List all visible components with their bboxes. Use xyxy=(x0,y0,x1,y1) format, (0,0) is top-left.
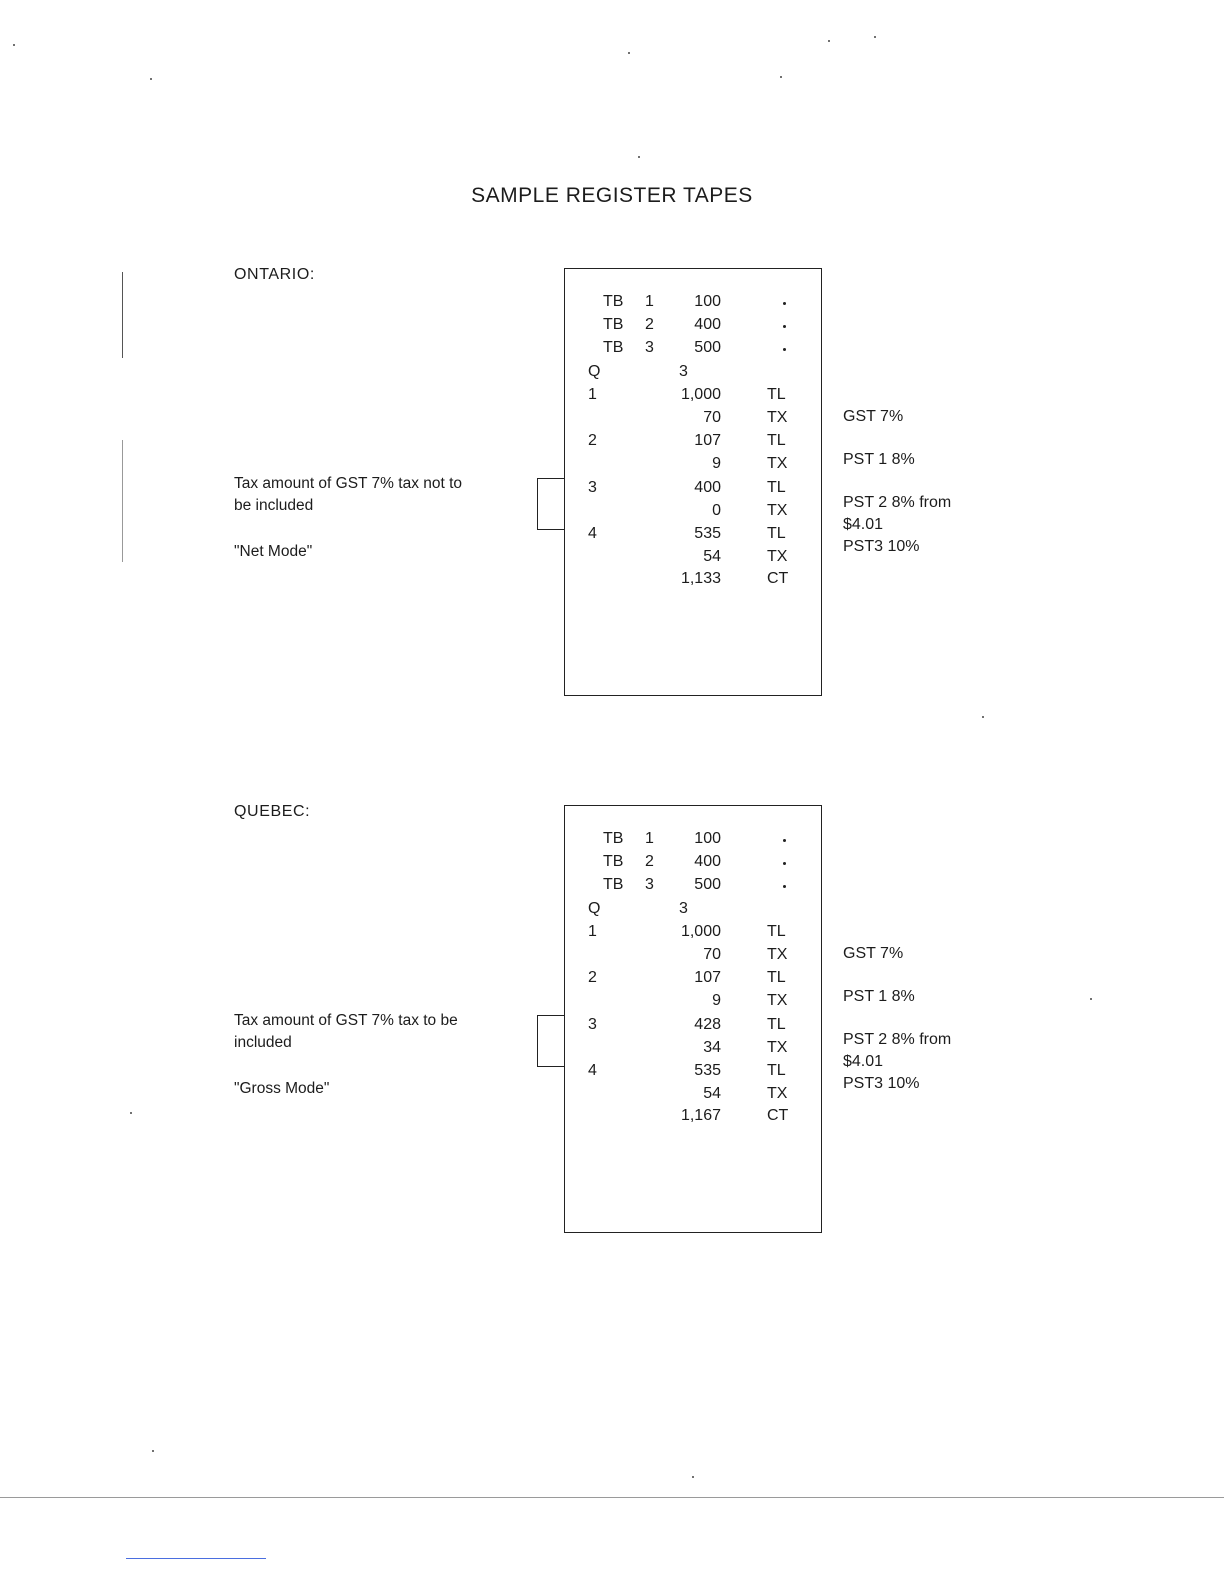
tape-row xyxy=(565,830,821,853)
tax-description: Tax amount of GST 7% tax to be included xyxy=(234,1012,458,1051)
scan-speck xyxy=(692,1476,694,1478)
scan-margin-mark xyxy=(122,440,123,562)
tape-amount: 500 xyxy=(694,876,721,893)
tape-code: TB xyxy=(603,830,624,847)
tape-mark: TX xyxy=(767,455,788,472)
tape-code: TB xyxy=(603,339,624,356)
tax-note: PST 1 8% xyxy=(843,451,915,468)
tape-code: TB xyxy=(603,876,624,893)
scan-speck xyxy=(982,716,984,718)
tape-amount: 9 xyxy=(712,992,721,1009)
tape-row xyxy=(565,409,821,432)
tape-code: TB xyxy=(603,293,624,310)
scan-margin-mark xyxy=(122,272,123,358)
tape-mark: TX xyxy=(767,409,788,426)
dot-mark xyxy=(783,348,786,351)
tape-amount: 535 xyxy=(694,525,721,542)
tax-note: GST 7% xyxy=(843,945,904,962)
tape-mark: TL xyxy=(767,525,786,542)
tape-line-number: 1 xyxy=(588,386,597,403)
scan-speck xyxy=(638,156,640,158)
dot-mark xyxy=(783,839,786,842)
tape-index: 1 xyxy=(645,830,654,847)
tape-line-number: 4 xyxy=(588,525,597,542)
tape-line-number: 2 xyxy=(588,432,597,449)
tape-amount: 1,167 xyxy=(680,1107,721,1124)
tape-row xyxy=(565,876,821,899)
tape-mark: TX xyxy=(767,1039,788,1056)
tape-row xyxy=(565,946,821,969)
tape-bracket xyxy=(537,1015,564,1067)
tape-qty: 3 xyxy=(679,363,688,380)
region-label: QUEBEC: xyxy=(234,803,311,820)
scan-speck xyxy=(150,78,152,80)
tape-amount: 1,000 xyxy=(680,923,721,940)
tape-amount: 428 xyxy=(694,1016,721,1033)
tape-bracket xyxy=(537,478,564,530)
tape-row xyxy=(565,853,821,876)
tape-qty: 3 xyxy=(679,900,688,917)
region-label: ONTARIO: xyxy=(234,266,315,283)
tape-amount: 54 xyxy=(703,548,721,565)
tape-row xyxy=(565,339,821,362)
tape-amount: 100 xyxy=(694,293,721,310)
tape-mark: TL xyxy=(767,479,786,496)
tape-code: TB xyxy=(603,853,624,870)
tape-row xyxy=(565,502,821,525)
register-tape xyxy=(564,268,822,696)
dot-mark xyxy=(783,325,786,328)
tape-amount: 100 xyxy=(694,830,721,847)
tape-row xyxy=(565,525,821,548)
tape-index: 2 xyxy=(645,853,654,870)
tape-mark: TL xyxy=(767,969,786,986)
mode-label: "Gross Mode" xyxy=(234,1080,330,1097)
tape-code: Q xyxy=(588,363,601,380)
tape-mark: CT xyxy=(767,1107,789,1124)
tape-code: TB xyxy=(603,316,624,333)
tape-amount: 9 xyxy=(712,455,721,472)
dot-mark xyxy=(783,302,786,305)
tape-row xyxy=(565,455,821,478)
tape-row xyxy=(565,432,821,455)
tape-code: Q xyxy=(588,900,601,917)
tape-row xyxy=(565,969,821,992)
tape-mark: TL xyxy=(767,923,786,940)
tape-line-number: 2 xyxy=(588,969,597,986)
tape-amount: 400 xyxy=(694,479,721,496)
quebec-section xyxy=(0,795,1224,1235)
tape-line-number: 4 xyxy=(588,1062,597,1079)
tape-amount: 500 xyxy=(694,339,721,356)
tape-index: 1 xyxy=(645,293,654,310)
tape-row xyxy=(565,1062,821,1085)
tax-note: GST 7% xyxy=(843,408,904,425)
tax-note: $4.01 xyxy=(843,1053,884,1070)
tape-amount: 0 xyxy=(712,502,721,519)
tape-row xyxy=(565,386,821,409)
ontario-section xyxy=(0,258,1224,698)
register-tape xyxy=(564,805,822,1233)
dot-mark xyxy=(783,885,786,888)
tape-amount: 1,000 xyxy=(680,386,721,403)
tape-line-number: 3 xyxy=(588,479,597,496)
tape-amount: 70 xyxy=(703,946,721,963)
tax-description: Tax amount of GST 7% tax not to be included xyxy=(234,475,463,514)
scan-speck xyxy=(13,44,15,46)
scan-speck xyxy=(780,76,782,78)
tape-row xyxy=(565,1107,821,1130)
tape-mark: CT xyxy=(767,570,789,587)
page-title: SAMPLE REGISTER TAPES xyxy=(471,184,753,207)
tape-index: 3 xyxy=(645,339,654,356)
tape-row xyxy=(565,316,821,339)
tax-note: PST 2 8% from xyxy=(843,494,952,511)
tape-amount: 107 xyxy=(694,432,721,449)
tape-mark: TL xyxy=(767,432,786,449)
tape-row xyxy=(565,548,821,571)
tape-line-number: 3 xyxy=(588,1016,597,1033)
tape-amount: 400 xyxy=(694,853,721,870)
scan-blue-rule xyxy=(126,1558,266,1559)
tape-mark: TX xyxy=(767,502,788,519)
tape-mark: TX xyxy=(767,548,788,565)
tape-amount: 70 xyxy=(703,409,721,426)
tape-mark: TX xyxy=(767,1085,788,1102)
tape-mark: TL xyxy=(767,386,786,403)
scan-speck xyxy=(130,1112,132,1114)
tax-note: PST3 10% xyxy=(843,1075,920,1092)
tape-amount: 107 xyxy=(694,969,721,986)
tape-row xyxy=(565,570,821,593)
tape-row xyxy=(565,1039,821,1062)
tape-mark: TX xyxy=(767,992,788,1009)
scan-speck xyxy=(152,1450,154,1452)
tape-index: 2 xyxy=(645,316,654,333)
tape-row xyxy=(565,363,821,386)
tape-index: 3 xyxy=(645,876,654,893)
tax-note: PST3 10% xyxy=(843,538,920,555)
tape-amount: 535 xyxy=(694,1062,721,1079)
mode-label: "Net Mode" xyxy=(234,543,313,560)
tax-note: PST 2 8% from xyxy=(843,1031,952,1048)
tape-amount: 54 xyxy=(703,1085,721,1102)
tape-row xyxy=(565,900,821,923)
tax-note: $4.01 xyxy=(843,516,884,533)
scan-speck xyxy=(628,52,630,54)
scan-bottom-rule xyxy=(0,1497,1224,1498)
dot-mark xyxy=(783,862,786,865)
tape-amount: 34 xyxy=(703,1039,721,1056)
scan-speck xyxy=(874,36,876,38)
tape-amount: 1,133 xyxy=(680,570,721,587)
tape-row xyxy=(565,1085,821,1108)
tax-note: PST 1 8% xyxy=(843,988,915,1005)
tape-amount: 400 xyxy=(694,316,721,333)
tape-mark: TL xyxy=(767,1062,786,1079)
tape-row xyxy=(565,479,821,502)
tape-line-number: 1 xyxy=(588,923,597,940)
tape-row xyxy=(565,1016,821,1039)
tape-row xyxy=(565,992,821,1015)
scan-speck xyxy=(828,40,830,42)
tape-row xyxy=(565,293,821,316)
tape-mark: TL xyxy=(767,1016,786,1033)
tape-row xyxy=(565,923,821,946)
tape-mark: TX xyxy=(767,946,788,963)
scan-speck xyxy=(1090,998,1092,1000)
